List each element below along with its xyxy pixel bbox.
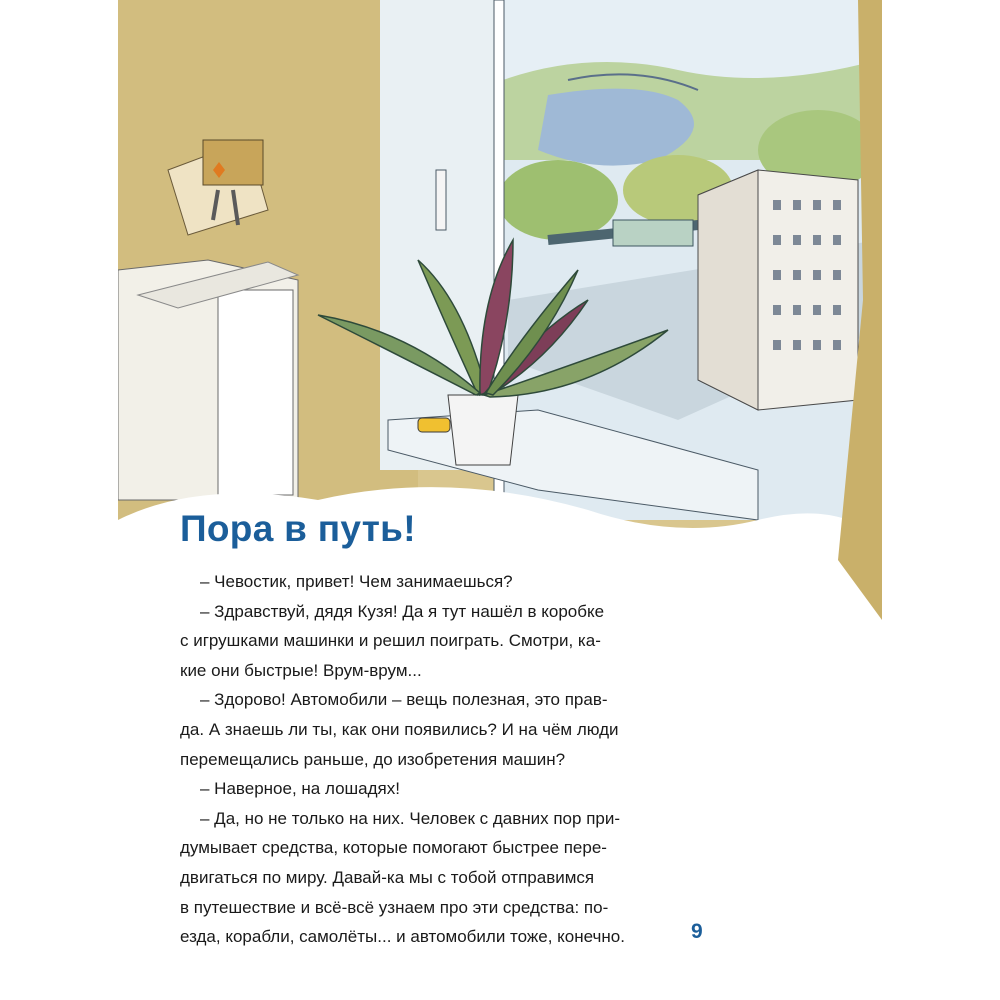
text-line: перемещались раньше, до изобретения машин? [180, 749, 566, 769]
page-title: Пора в путь! [180, 508, 416, 549]
text-line: в путешествие и всё-всё узнаем про эти средства: по- [180, 897, 609, 917]
text-line: двигаться по миру. Давай-ка мы с тобой отправимся [180, 867, 595, 887]
text-line: думывает средства, которые помогают быстрее пере- [180, 838, 607, 858]
text-line: – Да, но не только на них. Человек с давних пор при- [200, 808, 621, 828]
book-page [118, 0, 882, 1000]
text-line: – Здравствуй, дядя Кузя! Да я тут нашёл в коробке [200, 601, 605, 621]
text-line: езда, корабли, самолёты... и автомобили тоже, конечно. [180, 927, 625, 947]
text-line: – Чевостик, привет! Чем занимаешься? [200, 572, 513, 591]
text-line: кие они быстрые! Врум-врум... [180, 660, 422, 680]
text-line: – Здорово! Автомобили – вещь полезная, это прав- [200, 690, 608, 710]
text-line: да. А знаешь ли ты, как они появились? И на чём люди [180, 719, 619, 739]
text-line: – Наверное, на лошадях! [200, 779, 400, 799]
page-number: 9 [691, 920, 703, 943]
text-line: с игрушками машинки и решил поиграть. Смотри, ка- [180, 631, 601, 651]
dialogue-text [180, 567, 710, 952]
